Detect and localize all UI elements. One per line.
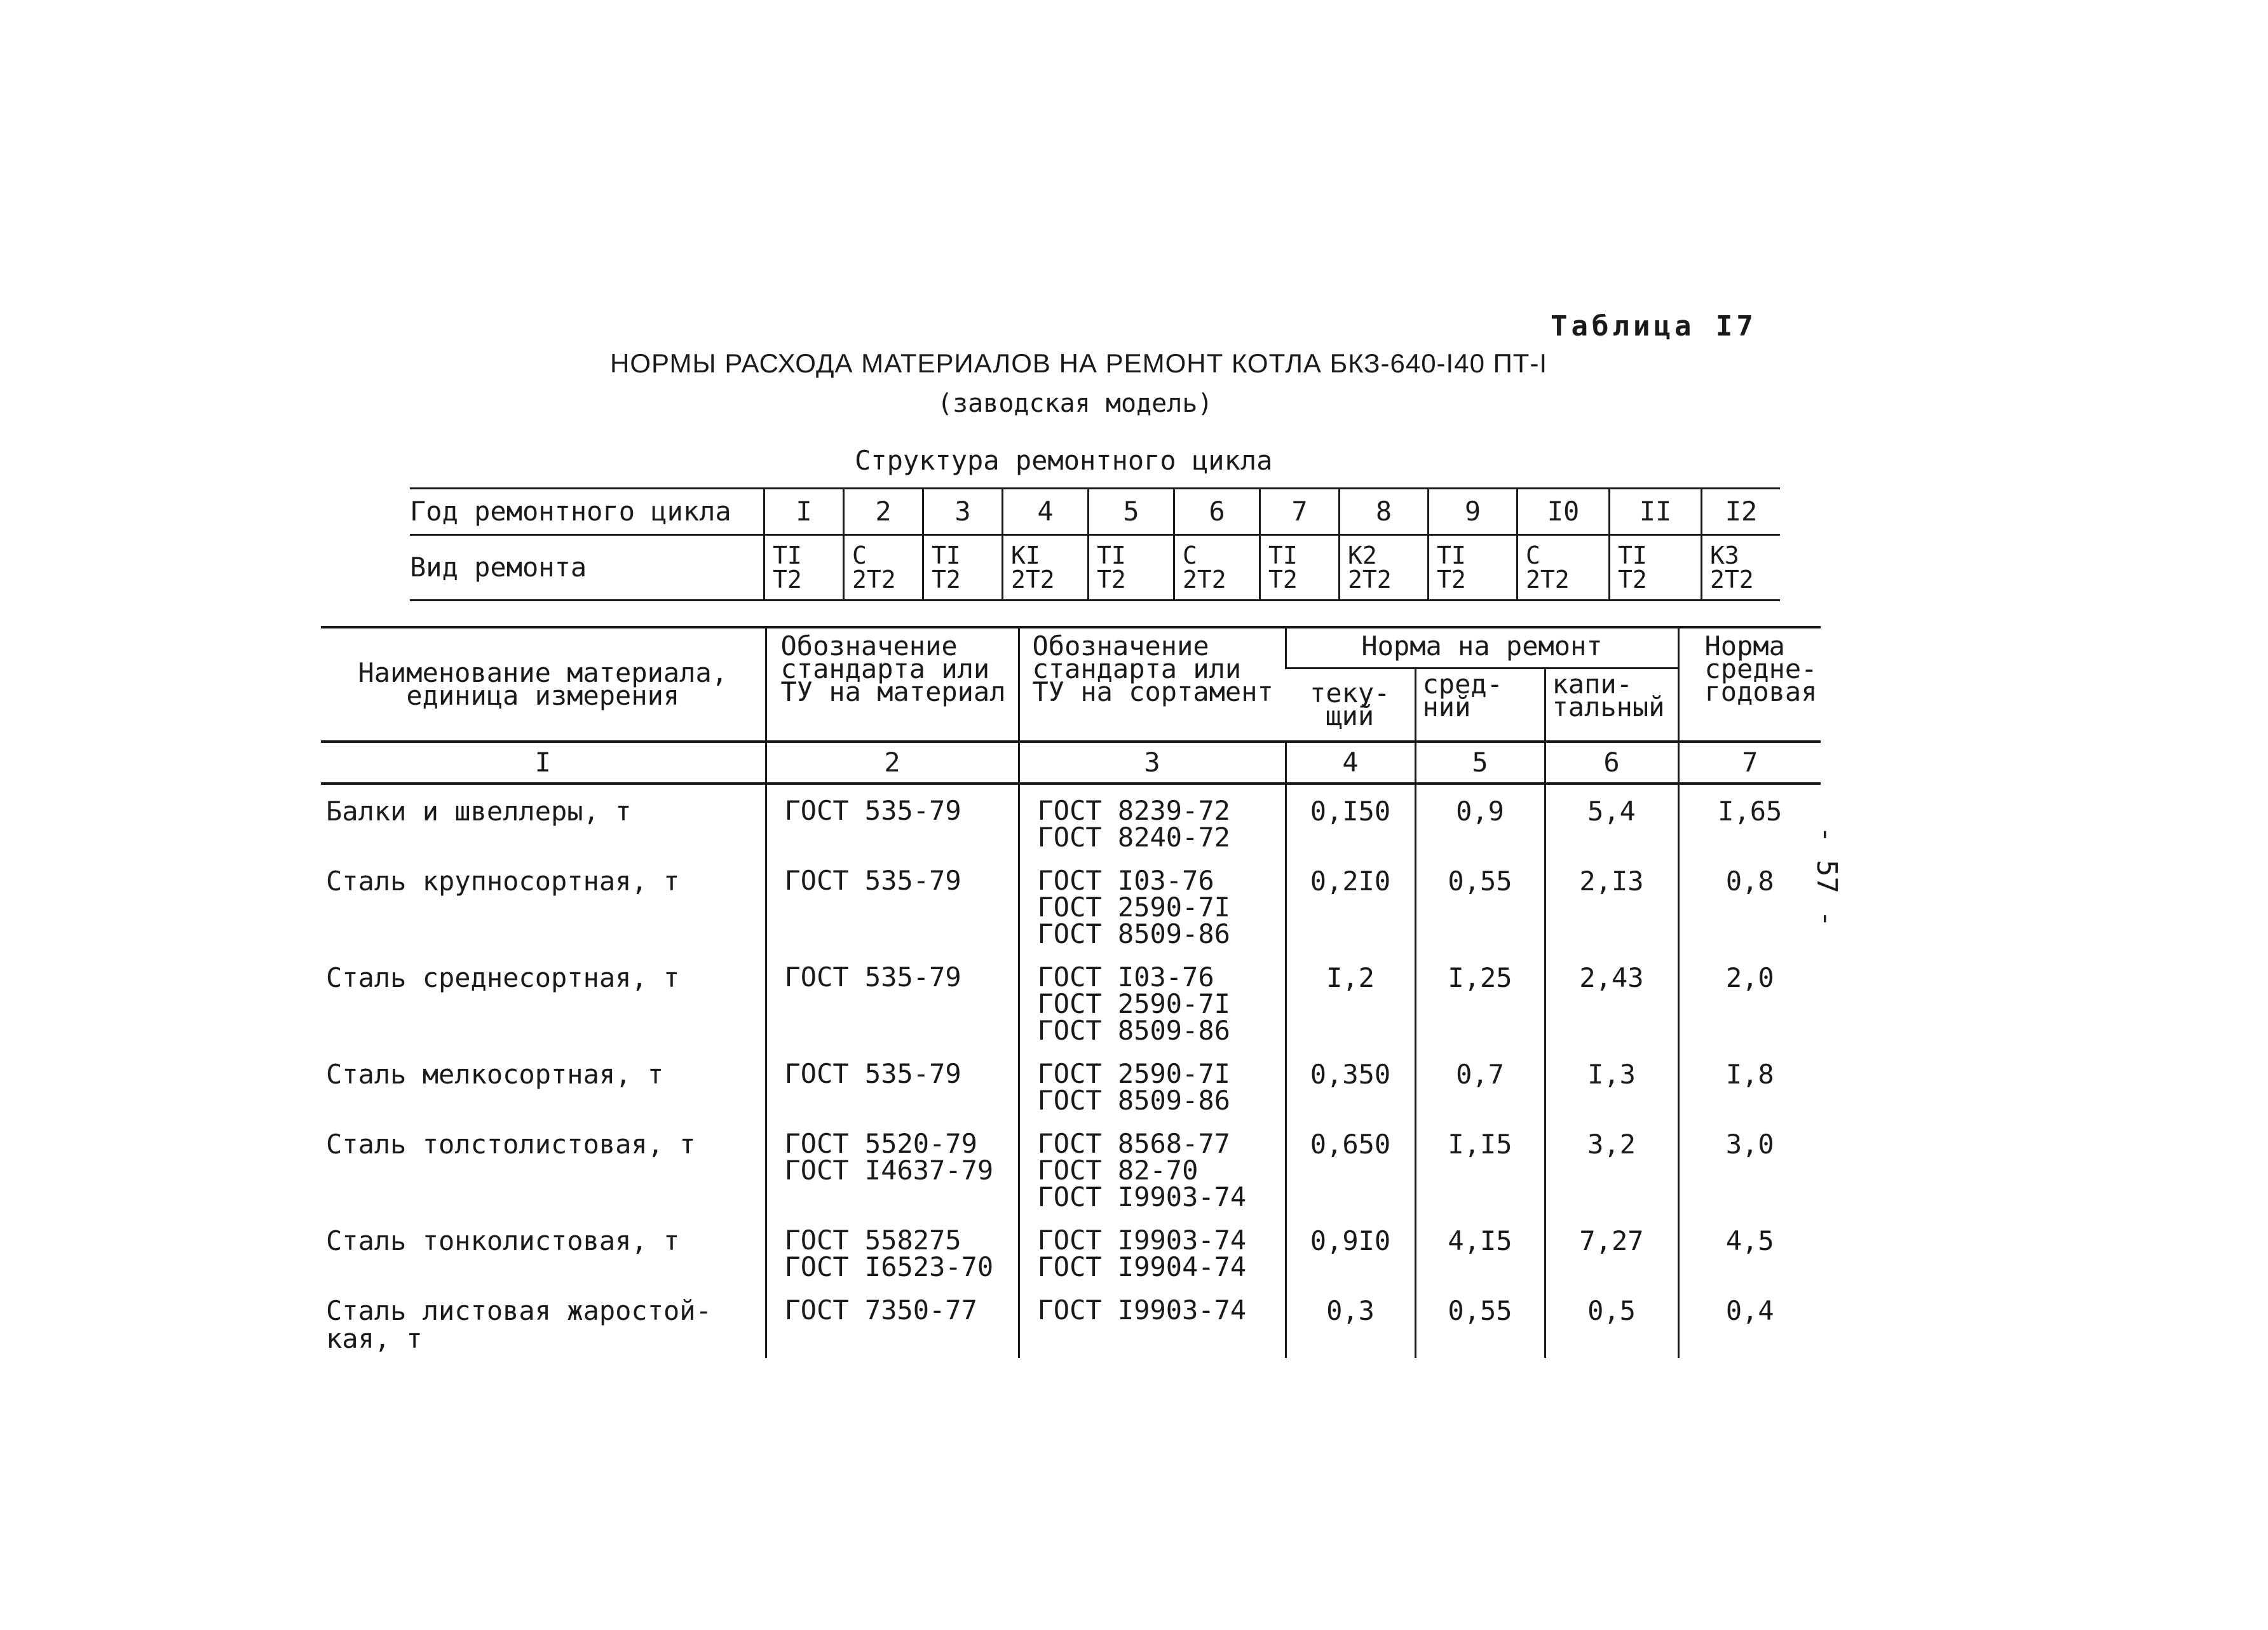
col-number: 5	[1415, 742, 1545, 784]
document-title: НОРМЫ РАСХОДА МАТЕРИАЛОВ НА РЕМОНТ КОТЛА БКЗ-640-I40 ПТ-I	[610, 348, 1548, 378]
norm-annual: 0,4	[1678, 1286, 1821, 1358]
std-assortment: ГОСТ I9904-74	[1037, 1251, 1247, 1282]
col-number: I	[321, 742, 766, 784]
std-material: ГОСТ 558275	[784, 1225, 961, 1256]
table-row	[321, 1216, 1821, 1286]
norm-medium: 0,55	[1415, 856, 1545, 953]
repair-type: T2	[1268, 566, 1298, 594]
repair-type: TI	[773, 541, 802, 569]
repair-type: C	[1183, 541, 1197, 569]
repair-type: T2	[773, 566, 802, 594]
norm-capital: 3,2	[1545, 1119, 1678, 1216]
std-material: ГОСТ 7350-77	[784, 1294, 977, 1326]
table-row	[321, 1286, 1821, 1358]
cycle-type-label: Вид ремонта	[410, 535, 764, 601]
table-row	[321, 856, 1821, 953]
std-assortment: ГОСТ 2590-7I	[1037, 1058, 1230, 1089]
header-medium: сред-ний	[1415, 669, 1545, 742]
norm-current: I,2	[1286, 953, 1415, 1049]
norm-annual: 2,0	[1678, 953, 1821, 1049]
norm-annual: 0,8	[1678, 856, 1821, 953]
std-assortment: ГОСТ I9903-74	[1037, 1294, 1247, 1326]
norm-current: 0,2I0	[1286, 856, 1415, 953]
material-name: Сталь толстолистовая, т	[326, 1129, 696, 1160]
norm-annual: 3,0	[1678, 1119, 1821, 1216]
table-row	[321, 1049, 1821, 1119]
std-assortment: ГОСТ 8239-72	[1037, 795, 1230, 826]
cycle-year: I0	[1518, 489, 1610, 535]
norm-current: 0,I50	[1286, 784, 1415, 856]
header-norm-repair: Норма на ремонт	[1286, 627, 1678, 669]
header-material: Наименование материала, единица измерения	[321, 627, 766, 742]
norm-current: 0,9I0	[1286, 1216, 1415, 1286]
std-assortment: ГОСТ I03-76	[1037, 961, 1214, 993]
repair-type: 2T2	[1348, 566, 1392, 594]
norm-annual: 4,5	[1678, 1216, 1821, 1286]
col-number: 7	[1678, 742, 1821, 784]
cycle-year-label: Год ремонтного цикла	[410, 489, 764, 535]
norm-medium: 0,55	[1415, 1286, 1545, 1358]
page-number: - 57 -	[1810, 826, 1843, 927]
std-assortment: ГОСТ 2590-7I	[1037, 892, 1230, 923]
table-number: Таблица I7	[1551, 310, 1757, 343]
col-number: 3	[1019, 742, 1286, 784]
norm-annual: I,65	[1678, 784, 1821, 856]
repair-type: TI	[1097, 541, 1126, 569]
repair-type: 2T2	[1011, 566, 1055, 594]
cycle-year-row	[410, 489, 1780, 535]
material-name: Сталь листовая жаростой-кая, т	[326, 1295, 712, 1354]
norm-medium: 4,I5	[1415, 1216, 1545, 1286]
repair-type: 2T2	[1183, 566, 1226, 594]
std-assortment: ГОСТ I9903-74	[1037, 1181, 1247, 1212]
material-name: Сталь крупносортная, т	[326, 866, 680, 897]
cycle-year: 9	[1429, 489, 1518, 535]
header-current: теку-щий	[1310, 677, 1390, 731]
norm-medium: 0,9	[1415, 784, 1545, 856]
std-assortment: ГОСТ 8240-72	[1037, 822, 1230, 853]
col-number: 4	[1286, 742, 1415, 784]
norm-medium: 0,7	[1415, 1049, 1545, 1119]
header-annual: Норма средне-годовая	[1678, 627, 1821, 742]
table-row	[321, 953, 1821, 1049]
std-material: ГОСТ I4637-79	[784, 1155, 994, 1186]
repair-type: C	[852, 541, 867, 569]
cycle-year: 5	[1089, 489, 1174, 535]
cycle-year: 8	[1340, 489, 1429, 535]
cycle-year: 4	[1003, 489, 1089, 535]
repair-type: T2	[932, 566, 961, 594]
norm-capital: 7,27	[1545, 1216, 1678, 1286]
norm-medium: I,25	[1415, 953, 1545, 1049]
header-std-material: Обозначение стандарта или ТУ на материал	[766, 627, 1019, 742]
material-name: Сталь тонколистовая, т	[326, 1225, 680, 1256]
col-number: 2	[766, 742, 1019, 784]
norm-capital: 2,I3	[1545, 856, 1678, 953]
material-name: Сталь среднесортная, т	[326, 962, 680, 993]
norm-annual: I,8	[1678, 1049, 1821, 1119]
table-row	[321, 784, 1821, 856]
cycle-year: I2	[1702, 489, 1781, 535]
std-assortment: ГОСТ I9903-74	[1037, 1225, 1247, 1256]
std-assortment: ГОСТ 8509-86	[1037, 1015, 1230, 1046]
material-name: Сталь мелкосортная, т	[326, 1059, 664, 1090]
repair-type: T2	[1437, 566, 1466, 594]
norm-current: 0,3	[1286, 1286, 1415, 1358]
repair-type: T2	[1097, 566, 1126, 594]
std-assortment: ГОСТ 8568-77	[1037, 1128, 1230, 1159]
cycle-year: 7	[1260, 489, 1340, 535]
header-capital: капи-тальный	[1545, 669, 1678, 742]
material-norms-table	[321, 626, 1821, 1358]
material-name: Балки и швеллеры, т	[326, 796, 632, 827]
cycle-type-row	[410, 535, 1780, 601]
std-assortment: ГОСТ 8509-86	[1037, 1085, 1230, 1116]
std-material: ГОСТ 535-79	[784, 795, 961, 826]
repair-type: KI	[1011, 541, 1040, 569]
cycle-year: I	[764, 489, 844, 535]
repair-type: TI	[1618, 541, 1647, 569]
header-std-assortment: Обозначение стандарта или ТУ на сортамент	[1019, 627, 1286, 742]
norm-current: 0,650	[1286, 1119, 1415, 1216]
std-assortment: ГОСТ 2590-7I	[1037, 988, 1230, 1019]
repair-type: 2T2	[1526, 566, 1570, 594]
repair-type: TI	[1268, 541, 1298, 569]
std-material: ГОСТ I6523-70	[784, 1251, 994, 1282]
std-material: ГОСТ 535-79	[784, 961, 961, 993]
repair-type: K3	[1710, 541, 1739, 569]
cycle-year: 2	[844, 489, 923, 535]
repair-cycle-table	[410, 487, 1780, 601]
std-assortment: ГОСТ I03-76	[1037, 865, 1214, 896]
std-assortment: ГОСТ 82-70	[1037, 1155, 1199, 1186]
std-material: ГОСТ 535-79	[784, 865, 961, 896]
norm-capital: I,3	[1545, 1049, 1678, 1119]
document-subtitle: (заводская модель)	[937, 389, 1213, 418]
std-material: ГОСТ 5520-79	[784, 1128, 977, 1159]
norm-capital: 5,4	[1545, 784, 1678, 856]
repair-type: TI	[932, 541, 961, 569]
cycle-year: 3	[923, 489, 1003, 535]
repair-type: K2	[1348, 541, 1377, 569]
norm-current: 0,350	[1286, 1049, 1415, 1119]
norm-capital: 2,43	[1545, 953, 1678, 1049]
std-material: ГОСТ 535-79	[784, 1058, 961, 1089]
cycle-year: 6	[1174, 489, 1260, 535]
norm-capital: 0,5	[1545, 1286, 1678, 1358]
repair-type: 2T2	[852, 566, 896, 594]
cycle-year: II	[1610, 489, 1702, 535]
norm-medium: I,I5	[1415, 1119, 1545, 1216]
std-assortment: ГОСТ 8509-86	[1037, 918, 1230, 949]
col-number: 6	[1545, 742, 1678, 784]
repair-type: T2	[1618, 566, 1647, 594]
cycle-structure-title: Структура ремонтного цикла	[855, 445, 1273, 476]
repair-type: C	[1526, 541, 1540, 569]
repair-type: 2T2	[1710, 566, 1754, 594]
repair-type: TI	[1437, 541, 1466, 569]
table-row	[321, 1119, 1821, 1216]
